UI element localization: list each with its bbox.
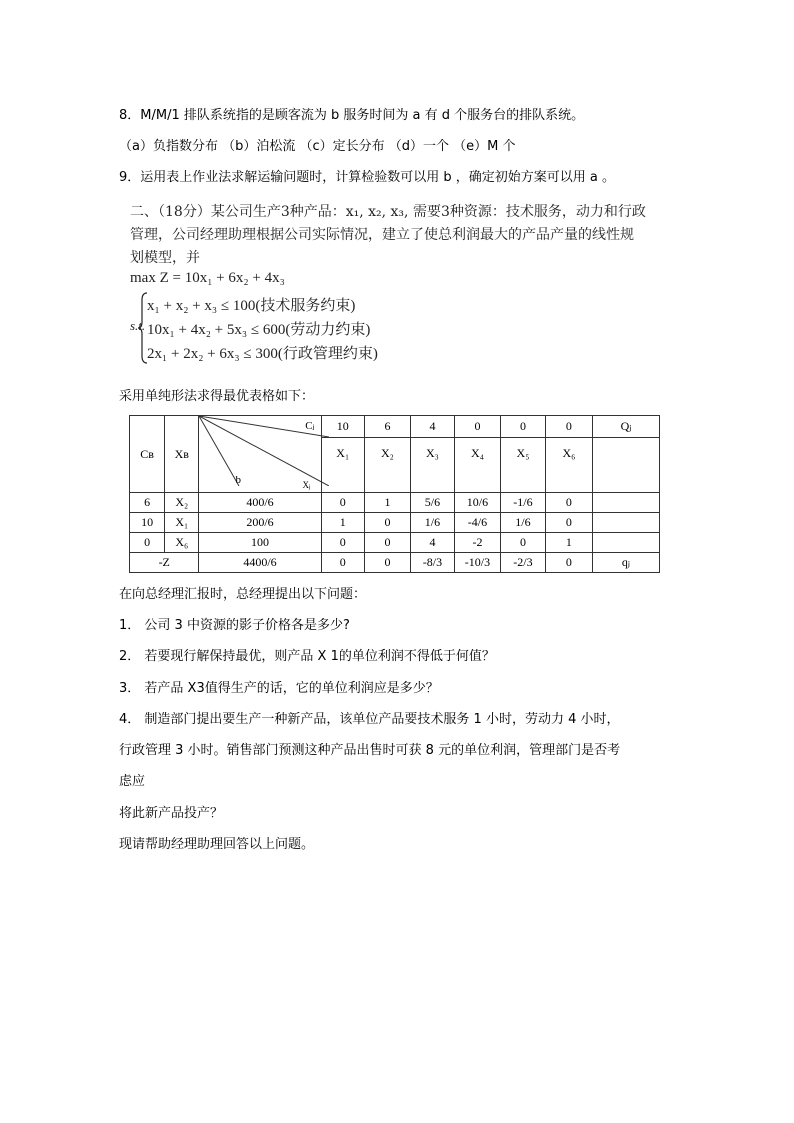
coef-cell: 0 (364, 513, 410, 533)
cj-value: 0 (454, 416, 500, 438)
coef-cell: 1 (321, 513, 364, 533)
q-cell (592, 493, 659, 513)
var-header: X₅ (501, 438, 546, 493)
coef-cell: -4/6 (454, 513, 500, 533)
question-1: 1． 公司 3 中资源的影子价格各是多少? (119, 618, 350, 633)
st-label: s.t. (130, 318, 146, 333)
coef-cell: -1/6 (501, 493, 546, 513)
reduced-cost-cell: 0 (545, 553, 592, 573)
cb-cell: 6 (130, 493, 165, 513)
var-header: X₄ (454, 438, 500, 493)
coef-cell: 1/6 (501, 513, 546, 533)
q-cell (592, 533, 659, 553)
section2-line3: 划模型，并 (130, 250, 200, 266)
coef-cell: 0 (364, 533, 410, 553)
diagonal-header-cell (199, 416, 321, 493)
cj-value: 0 (501, 416, 546, 438)
xj-label: Xⱼ (302, 480, 311, 490)
cb-header: Cв (130, 416, 165, 493)
xb-cell: X₂ (165, 493, 199, 513)
q8-options: （a）负指数分布 （b）泊松流 （c）定长分布 （d）一个 （e）M 个 (119, 139, 516, 154)
q9-line: 9．运用表上作业法求解运输问题时，计算检验数可以用 b ，确定初始方案可以用 a 。 (119, 170, 616, 185)
b-cell: 200/6 (199, 513, 321, 533)
xb-header: Xв (165, 416, 199, 493)
q-cell (592, 513, 659, 533)
var-header: X₁ (321, 438, 364, 493)
qj-header: Qⱼ (592, 416, 659, 438)
cb-cell: 0 (130, 533, 165, 553)
z-value: 4400/6 (199, 553, 321, 573)
xb-cell: X₁ (165, 513, 199, 533)
simplex-table (129, 415, 660, 573)
reduced-cost-cell: 0 (321, 553, 364, 573)
q8-line: 8．M/M/1 排队系统指的是顾客流为 b 服务时间为 a 有 d 个服务台的排队系统。 (119, 108, 585, 123)
xb-cell: X₆ (165, 533, 199, 553)
var-header: X₆ (545, 438, 592, 493)
coef-cell: 1 (545, 533, 592, 553)
section2-line2: 管理，公司经理助理根据公司实际情况，建立了使总利润最大的产品产量的线性规 (130, 227, 634, 243)
section2-line1: 二、（18分）某公司生产3种产品：x₁, x₂, x₃, 需要3种资源：技术服务，动力和行政 (130, 204, 646, 220)
coef-cell: 5/6 (411, 493, 455, 513)
question-3: 3． 若产品 X3值得生产的话，它的单位利润应是多少？ (119, 681, 439, 696)
cj-value: 4 (411, 416, 455, 438)
closing-line: 现请帮助经理助理回答以上问题。 (119, 837, 315, 852)
table-row (130, 533, 660, 553)
question-4: 4． 制造部门提出要生产一种新产品，该单位产品要技术服务 1 小时，劳动力 4 小时， (119, 712, 620, 727)
reduced-cost-cell: -10/3 (454, 553, 500, 573)
cj-value: 6 (364, 416, 410, 438)
b-cell: 400/6 (199, 493, 321, 513)
cj-value: 10 (321, 416, 364, 438)
question-4-cont3: 将此新产品投产？ (119, 806, 224, 821)
qj-blank (592, 438, 659, 493)
var-header: X₂ (364, 438, 410, 493)
cj-label: Cⱼ (305, 420, 315, 432)
coef-cell: 0 (321, 493, 364, 513)
report-intro: 在向总经理汇报时，总经理提出以下问题： (119, 587, 367, 602)
question-4-cont1: 行政管理 3 小时。销售部门预测这种产品出售时可获 8 元的单位利润，管理部门是否考 (119, 743, 621, 758)
coef-cell: 0 (321, 533, 364, 553)
question-2: 2． 若要现行解保持最优，则产品 X 1的单位利润不得低于何值？ (119, 649, 495, 664)
b-label: b (235, 474, 241, 486)
constraint-2: 10x₁ + 4x₂ + 5x₃ ≤ 600(劳动力约束) (147, 322, 371, 338)
coef-cell: 0 (545, 493, 592, 513)
z-label: -Z (130, 553, 199, 573)
z-row (130, 553, 660, 573)
constraint-1: x₁ + x₂ + x₃ ≤ 100(技术服务约束) (147, 298, 356, 314)
table-row (130, 493, 660, 513)
table-intro: 采用单纯形法求得最优表格如下： (119, 389, 315, 404)
coef-cell: 1 (364, 493, 410, 513)
objective-function: max Z = 10x₁ + 6x₂ + 4x₃ (130, 270, 285, 286)
coef-cell: 10/6 (454, 493, 500, 513)
cj-value: 0 (545, 416, 592, 438)
coef-cell: -2 (454, 533, 500, 553)
coef-cell: 4 (411, 533, 455, 553)
table-row (130, 513, 660, 533)
coef-cell: 1/6 (411, 513, 455, 533)
var-header: X₃ (411, 438, 455, 493)
b-cell: 100 (199, 533, 321, 553)
qj-cell: qⱼ (592, 553, 659, 573)
question-4-cont2: 虑应 (119, 774, 146, 789)
coef-cell: 0 (545, 513, 592, 533)
cb-cell: 10 (130, 513, 165, 533)
reduced-cost-cell: -8/3 (411, 553, 455, 573)
reduced-cost-cell: 0 (364, 553, 410, 573)
coef-cell: 0 (501, 533, 546, 553)
constraint-3: 2x₁ + 2x₂ + 6x₃ ≤ 300(行政管理约束) (147, 346, 378, 362)
reduced-cost-cell: -2/3 (501, 553, 546, 573)
